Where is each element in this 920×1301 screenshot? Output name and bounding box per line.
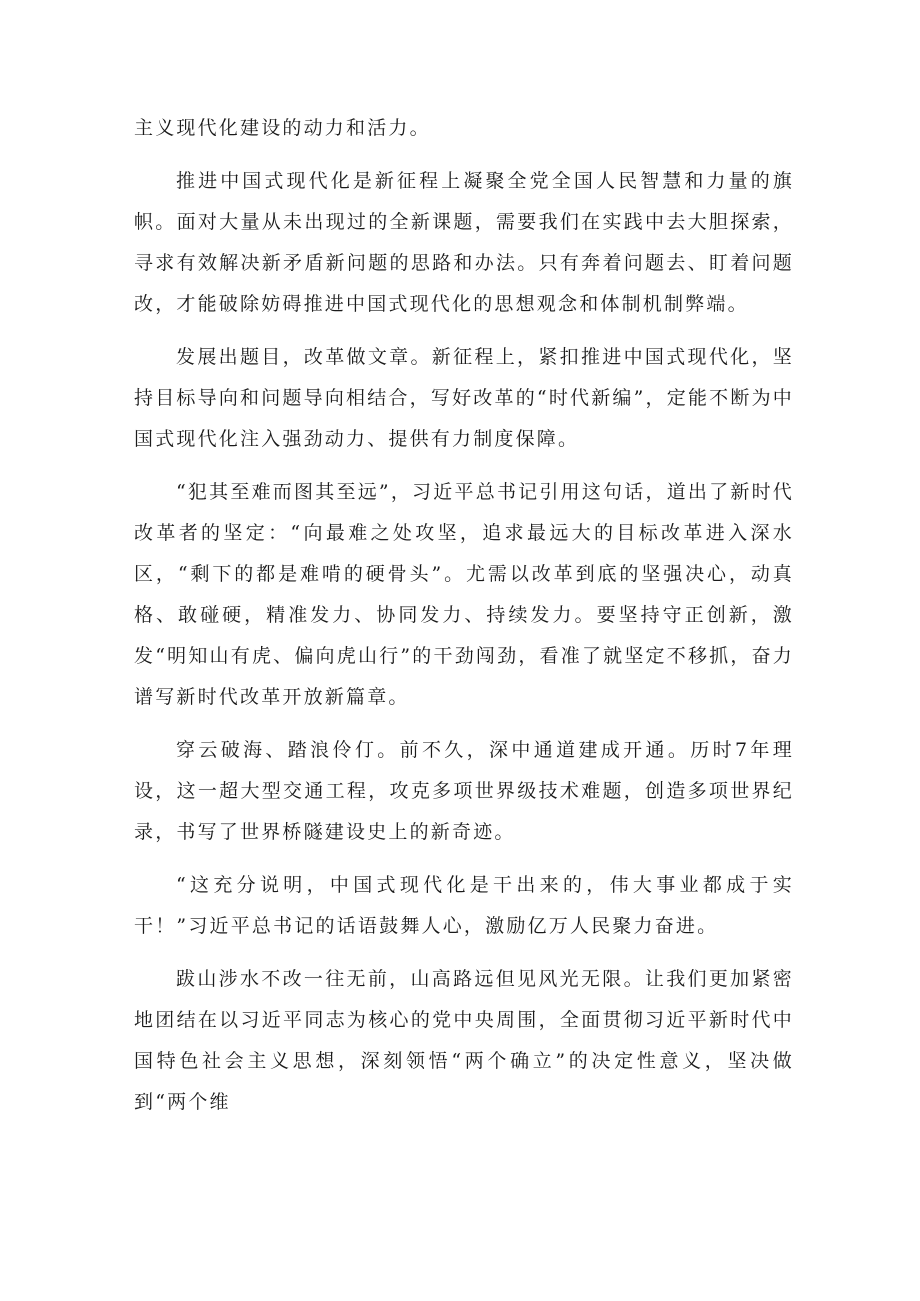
- paragraph-shenzhong-link: 穿云破海、踏浪伶仃。前不久，深中通道建成开通。历时7年理设，这一超大型交通工程，攻克多项世界级技术难题，创造多项世界纪录，书写了世界桥隧建设史上的新奇迹。: [134, 739, 794, 843]
- paragraph-reform-article: 发展出题目，改革做文章。新征程上，紧扣推进中国式现代化，坚持目标导向和问题导向相结合，写好改革的“时代新编”，定能不断为中国式现代化注入强劲动力、提供有力制度保障。: [134, 346, 794, 450]
- paragraph-modernization-banner: 推进中国式现代化是新征程上凝聚全党全国人民智慧和力量的旗帜。面对大量从未出现过的全新课题，需要我们在实践中去大胆探索，寻求有效解决新矛盾新问题的思路和办法。只有奔着问题去、盯着问题改，才能破除妨碍推进中国式现代化的思想观念和体制机制弊端。: [134, 170, 794, 315]
- paragraph-continuation: 主义现代化建设的动力和活力。: [134, 117, 431, 139]
- paragraph-closing: 跋山涉水不改一往无前，山高路远但见风光无限。让我们更加紧密地团结在以习近平同志为核心的党中央周围，全面贯彻习近平新时代中国特色社会主义思想，深刻领悟“两个确立”的决定性意义，坚决做到“两个维: [134, 968, 794, 1113]
- paragraph-reform-determination: “犯其至难而图其至远”，习近平总书记引用这句话，道出了新时代改革者的坚定：“向最难之处攻坚，追求最远大的目标改革进入深水区，“剩下的都是难啃的硬骨头”。尤需以改革到底的坚强决心，动真格、敢碰硬，精准发力、协同发力、持续发力。要坚持守正创新，激发“明知山有虎、偏向虎山行”的干劲闯劲，看准了就坚定不移抓，奋力谱写新时代改革开放新篇章。: [134, 481, 794, 708]
- document-body: [134, 108, 794, 1135]
- paragraph-hard-work-quote: “这充分说明，中国式现代化是干出来的，伟大事业都成于实干！”习近平总书记的话语鼓舞人心，激励亿万人民聚力奋进。: [134, 874, 794, 937]
